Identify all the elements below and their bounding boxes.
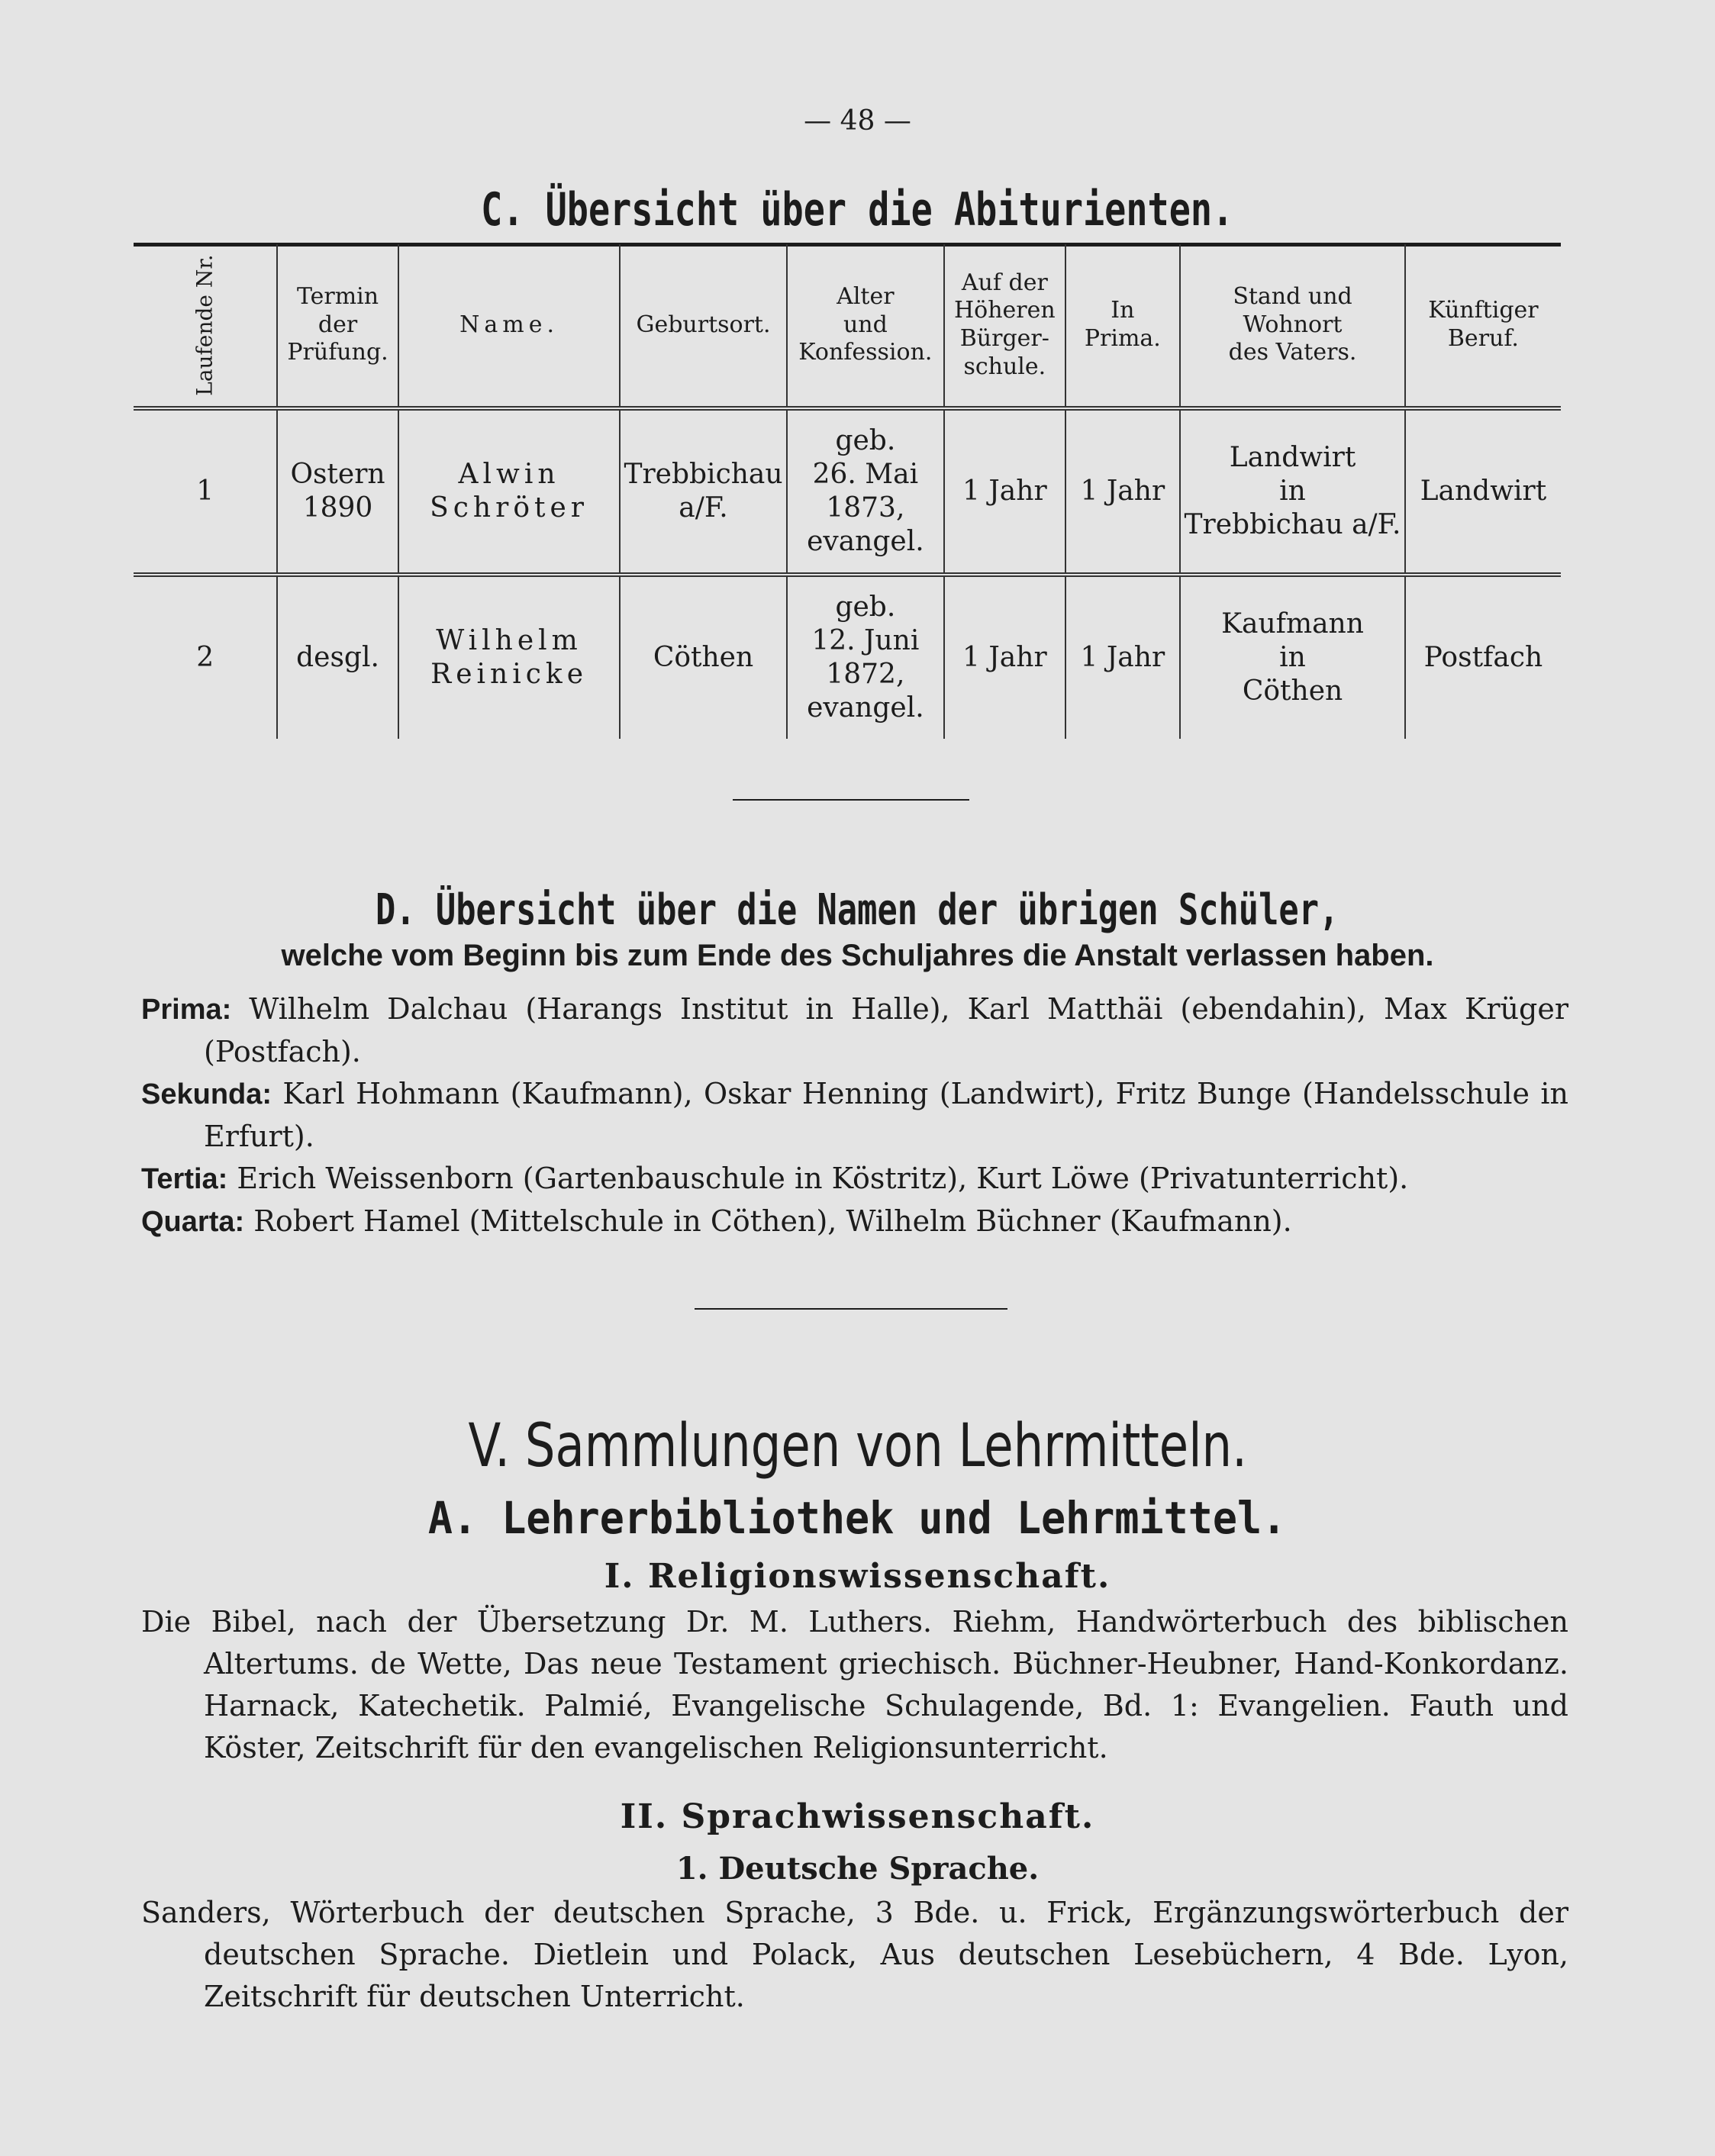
cell-nr: 1 xyxy=(134,408,277,575)
header-termin: Termin der Prüfung. xyxy=(277,244,398,408)
section-ii-1-text: Sanders, Wörterbuch der deutschen Sprache, 3 Bde. u. Frick, Ergänzungswörterbuch der deutschen Sprache. Dietlein und Polack, Aus deutschen Lesebüchern, 4 Bde. Lyon, Zeitschrift für deutschen Unterricht. xyxy=(141,1896,1568,2013)
section-c-title xyxy=(0,183,1715,237)
list-item: Quarta: Robert Hamel (Mittelschule in Cöthen), Wilhelm Büchner (Kaufmann). xyxy=(141,1204,1292,1238)
cell-geburtsort: Cöthen xyxy=(620,575,786,739)
cell-termin: Ostern 1890 xyxy=(277,408,398,575)
cell-prima: 1 Jahr xyxy=(1065,408,1181,575)
header-stand: Stand und Wohnort des Vaters. xyxy=(1180,244,1405,408)
cell-beruf: Postfach xyxy=(1405,575,1561,739)
divider xyxy=(733,799,969,801)
cell-alter: geb. 26. Mai 1873, evangel. xyxy=(787,408,945,575)
section-ii-title: II. Sprachwissenschaft. xyxy=(620,1797,1095,1836)
section-d-list xyxy=(141,988,1568,1243)
section-a-title xyxy=(0,1492,1715,1544)
section-v-title xyxy=(0,1412,1715,1481)
cell-prima: 1 Jahr xyxy=(1065,575,1181,739)
table-header-row xyxy=(134,244,1561,408)
cell-stand: Landwirt in Trebbichau a/F. xyxy=(1180,408,1405,575)
section-a-title-text: A. Lehrerbibliothek und Lehrmittel. xyxy=(428,1492,1287,1544)
header-name: Name. xyxy=(398,244,621,408)
divider xyxy=(695,1308,1007,1310)
cell-beruf: Landwirt xyxy=(1405,408,1561,575)
section-ii-1-title: 1. Deutsche Sprache. xyxy=(675,1851,1040,1887)
section-i-title: I. Religionswissenschaft. xyxy=(604,1557,1111,1596)
cell-buergerschule: 1 Jahr xyxy=(944,408,1065,575)
header-prima: In Prima. xyxy=(1065,244,1181,408)
section-d-subtitle: welche vom Beginn bis zum Ende des Schuljahres die Anstalt verlassen haben. xyxy=(281,939,1434,972)
table-row xyxy=(134,408,1561,575)
cell-buergerschule: 1 Jahr xyxy=(944,575,1065,739)
section-v-title-text: V. Sammlungen von Lehrmitteln. xyxy=(468,1412,1247,1481)
header-alter: Alter und Konfession. xyxy=(787,244,945,408)
section-d-title xyxy=(0,885,1715,935)
cell-stand: Kaufmann in Cöthen xyxy=(1180,575,1405,739)
cell-name: Wilhelm Reinicke xyxy=(398,575,621,739)
list-item: Sekunda: Karl Hohmann (Kaufmann), Oskar Henning (Landwirt), Fritz Bunge (Handelsschule in Erfurt). xyxy=(141,1077,1568,1153)
header-nr: Laufende Nr. xyxy=(192,254,218,396)
cell-geburtsort: Trebbichau a/F. xyxy=(620,408,786,575)
section-i-text: Die Bibel, nach der Übersetzung Dr. M. Luthers. Riehm, Handwörterbuch des biblischen Altertums. de Wette, Das neue Testament griechisch. Büchner-Heubner, Hand-Konkordanz. Harnack, Katechetik. Palmié, Evangelische Schulagende, Bd. 1: Evangelien. Fauth und Köster, Zeitschrift für den evangelischen Religionsunterricht. xyxy=(141,1605,1568,1764)
list-item: Tertia: Erich Weissenborn (Gartenbauschule in Köstritz), Kurt Löwe (Privatunterricht). xyxy=(141,1162,1409,1195)
header-geburtsort: Geburtsort. xyxy=(620,244,786,408)
header-buergerschule: Auf der Höheren Bürger- schule. xyxy=(944,244,1065,408)
header-beruf: Künftiger Beruf. xyxy=(1405,244,1561,408)
abiturienten-table xyxy=(134,244,1561,739)
section-d-title-text: D. Übersicht über die Namen der übrigen Schüler, xyxy=(376,885,1339,935)
cell-name: Alwin Schröter xyxy=(398,408,621,575)
list-item: Prima: Wilhelm Dalchau (Harangs Institut in Halle), Karl Matthäi (ebendahin), Max Krüger (Postfach). xyxy=(141,992,1568,1068)
cell-nr: 2 xyxy=(134,575,277,739)
section-c-title-text: C. Übersicht über die Abiturienten. xyxy=(481,183,1234,237)
page-number: — 48 — xyxy=(804,105,911,137)
table-row xyxy=(134,575,1561,739)
cell-alter: geb. 12. Juni 1872, evangel. xyxy=(787,575,945,739)
cell-termin: desgl. xyxy=(277,575,398,739)
